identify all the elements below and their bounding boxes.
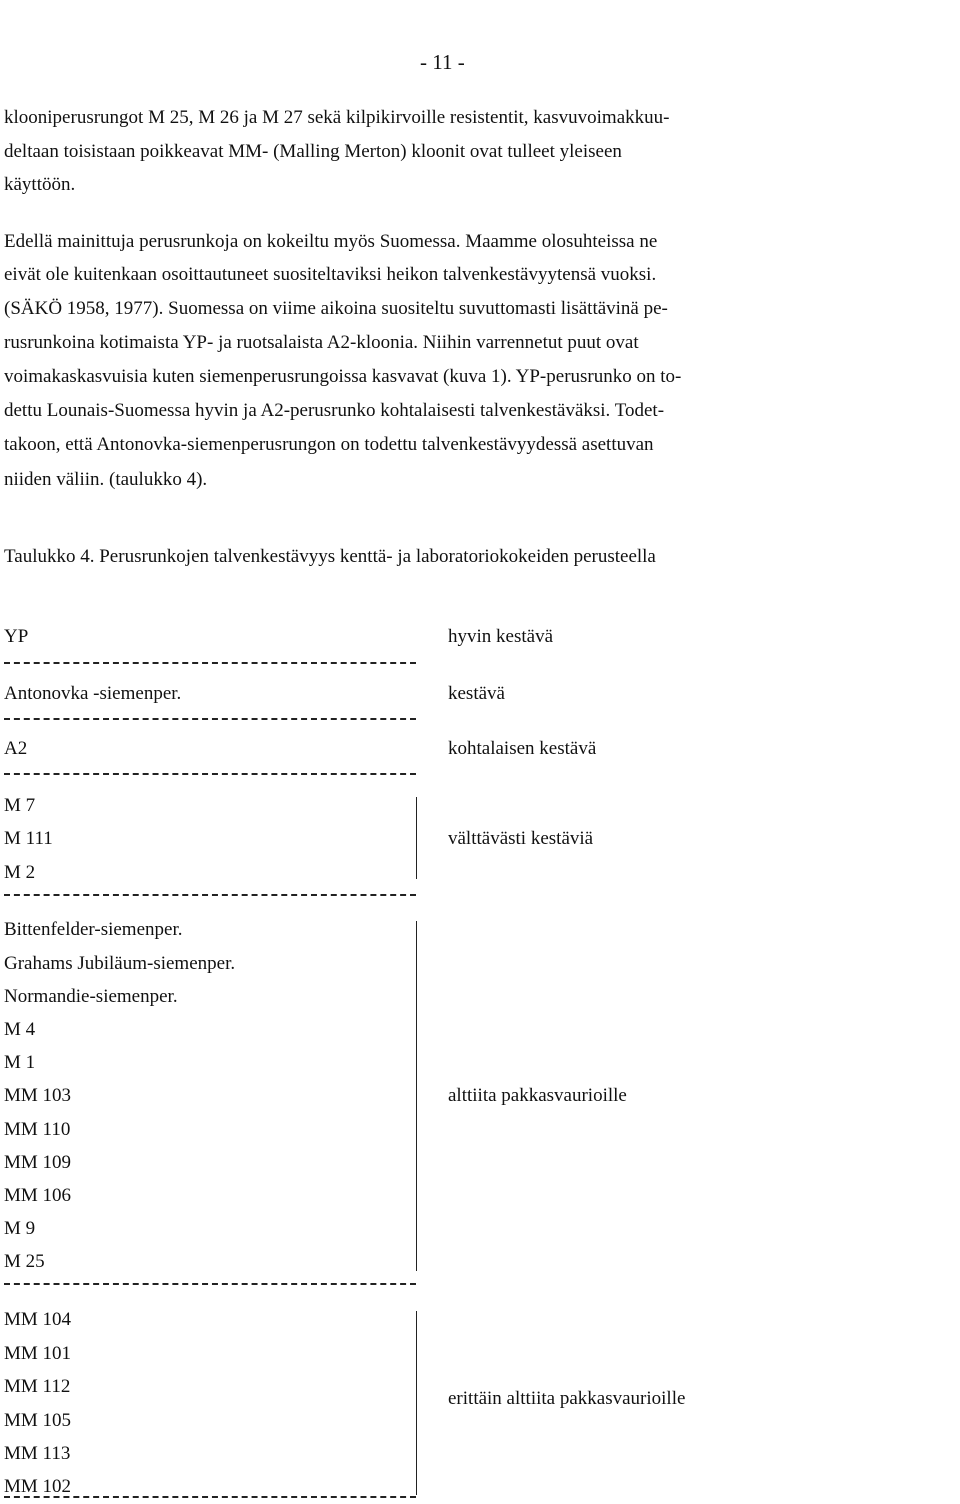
table-item: MM 103 [4, 1085, 72, 1106]
table-item: MM 113 [4, 1443, 71, 1464]
table-caption: Taulukko 4. Perusrunkojen talvenkestävyys kenttä- ja laboratoriokokeiden perusteella [4, 546, 656, 567]
text-line: käyttöön. [4, 174, 76, 195]
table-item: Grahams Jubiläum-siemenper. [4, 953, 236, 974]
bracket-line [412, 1311, 417, 1495]
hardiness-grade: alttiita pakkasvaurioille [448, 1085, 627, 1106]
table-item: M 9 [4, 1218, 36, 1239]
hardiness-grade: hyvin kestävä [448, 626, 554, 647]
text-line: (SÄKÖ 1958, 1977). Suomessa on viime aikoina suositeltu suvuttomasti lisättävinä pe- [4, 298, 668, 319]
table-item: MM 101 [4, 1343, 72, 1364]
table-item: MM 112 [4, 1376, 71, 1397]
dashed-separator [4, 662, 416, 664]
text-line: deltaan toisistaan poikkeavat MM- (Malling Merton) kloonit ovat tulleet yleiseen [4, 141, 622, 162]
dashed-separator [4, 773, 416, 775]
text-line: Edellä mainittuja perusrunkoja on kokeiltu myös Suomessa. Maamme olosuhteissa ne [4, 231, 658, 252]
table-item: A2 [4, 738, 28, 759]
bracket-line [412, 921, 417, 1271]
table-item: M 25 [4, 1251, 45, 1272]
text-line: niiden väliin. (taulukko 4). [4, 469, 208, 490]
text-line: dettu Lounais-Suomessa hyvin ja A2-perusrunko kohtalaisesti talvenkestäväksi. Todet- [4, 400, 665, 421]
table-item: Bittenfelder-siemenper. [4, 919, 183, 940]
table-item: MM 106 [4, 1185, 72, 1206]
table-item: Normandie-siemenper. [4, 986, 178, 1007]
text-line: takoon, että Antonovka-siemenperusrungon on todettu talvenkestävyydessä asettuvan [4, 434, 654, 455]
hardiness-grade: erittäin alttiita pakkasvaurioille [448, 1388, 686, 1409]
table-item: M 1 [4, 1052, 36, 1073]
table-item: Antonovka -siemenper. [4, 683, 182, 704]
table-item: MM 109 [4, 1152, 72, 1173]
hardiness-grade: kohtalaisen kestävä [448, 738, 597, 759]
dashed-separator [4, 718, 416, 720]
dashed-separator [4, 894, 416, 896]
table-item: M 4 [4, 1019, 36, 1040]
table-item: YP [4, 626, 29, 647]
table-item: MM 110 [4, 1119, 71, 1140]
table-item: M 111 [4, 828, 53, 849]
hardiness-grade: välttävästi kestäviä [448, 828, 594, 849]
hardiness-grade: kestävä [448, 683, 505, 704]
table-item: MM 102 [4, 1476, 72, 1497]
dashed-separator [4, 1496, 416, 1498]
bracket-line [412, 797, 417, 879]
text-line: rusrunkoina kotimaista YP- ja ruotsalaista A2-kloonia. Niihin varrennetut puut ovat [4, 332, 639, 353]
text-line: klooniperusrungot M 25, M 26 ja M 27 sekä kilpikirvoille resistentit, kasvuvoimakkuu- [4, 107, 670, 128]
text-line: eivät ole kuitenkaan osoittautuneet suositeltaviksi heikon talvenkestävyytensä vuoksi. [4, 264, 657, 285]
table-item: MM 104 [4, 1309, 72, 1330]
text-line: voimakaskasvuisia kuten siemenperusrungoissa kasvavat (kuva 1). YP-perusrunko on to- [4, 366, 682, 387]
table-item: MM 105 [4, 1410, 72, 1431]
page-number: - 11 - [420, 50, 465, 74]
table-item: M 2 [4, 862, 36, 883]
dashed-separator [4, 1283, 416, 1285]
table-item: M 7 [4, 795, 36, 816]
